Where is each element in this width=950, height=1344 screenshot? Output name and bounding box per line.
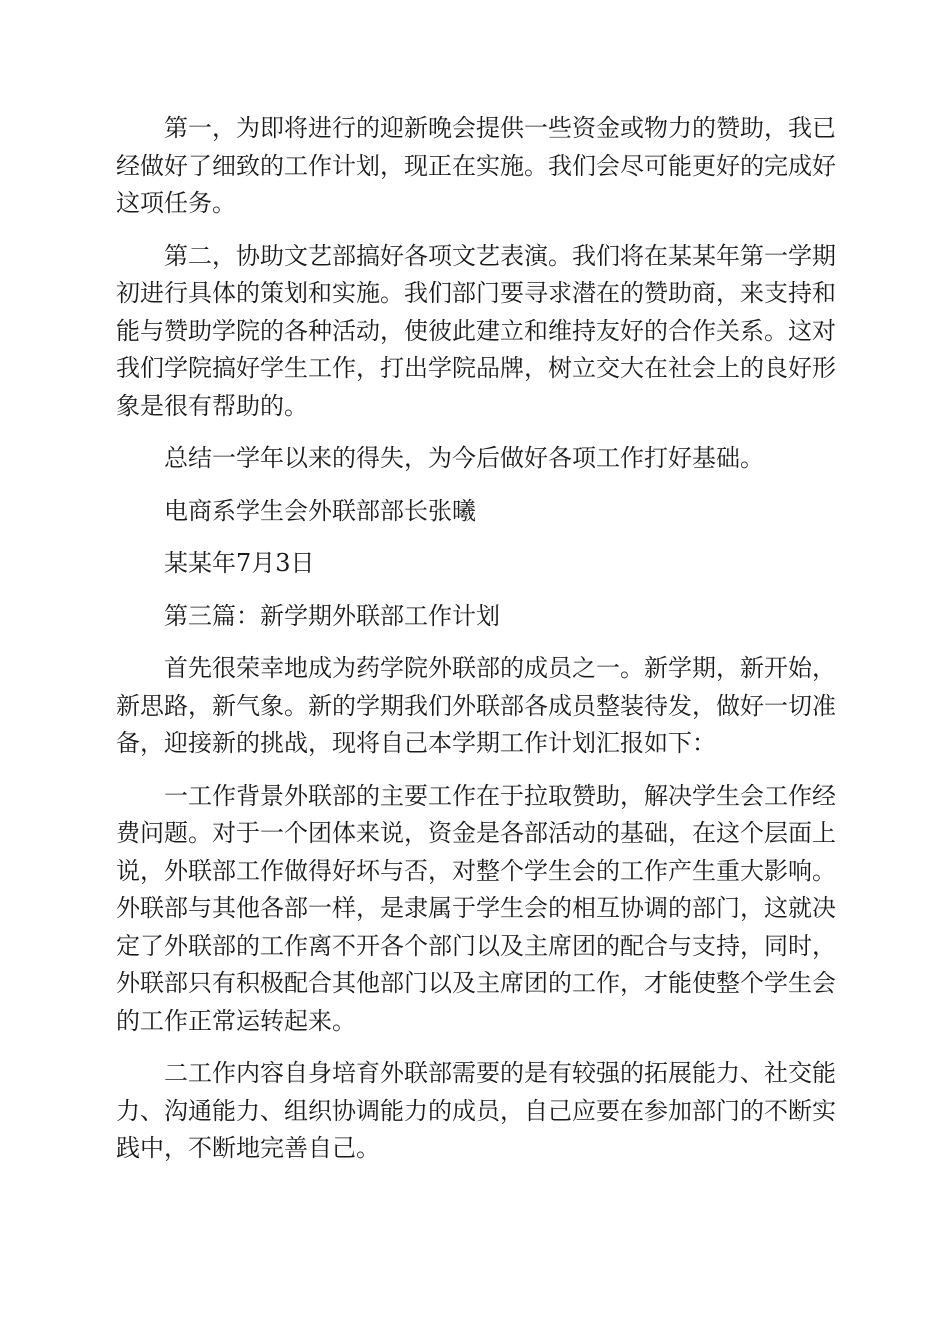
paragraph-signature: 电商系学生会外联部部长张曦 <box>164 496 476 525</box>
paragraph-summary: 总结一学年以来的得失，为今后做好各项工作打好基础。 <box>164 444 764 472</box>
paragraph-sponsorship: 第一，为即将进行的迎新晚会提供一些资金或物力的赞助，我已经做好了细致的工作计划，现正在实施。我们会尽可能更好的完成好这项任务。 <box>116 114 836 217</box>
paragraph-content: 二工作内容自身培育外联部需要的是有较强的拓展能力、社交能力、沟通能力、组织协调能力的成员，自己应要在参加部门的不断实践中，不断地完善自己。 <box>116 1059 836 1162</box>
paragraph-date: 某某年7月3日 <box>164 549 315 577</box>
paragraph-performance: 第二，协助文艺部搞好各项文艺表演。我们将在某某年第一学期初进行具体的策划和实施。我们部门要寻求潜在的赞助商，来支持和能与赞助学院的各种活动，使彼此建立和维持友好的合作关系。这对我们学院搞好学生工作，打出学院品牌，树立交大在社会上的良好形象是很有帮助的。 <box>116 241 836 420</box>
section-heading: 第三篇：新学期外联部工作计划 <box>164 601 500 630</box>
paragraph-background: 一工作背景外联部的主要工作在于拉取赞助，解决学生会工作经费问题。对于一个团体来说，资金是各部活动的基础，在这个层面上说，外联部工作做得好坏与否，对整个学生会的工作产生重大影响。外联部与其他各部一样，是隶属于学生会的相互协调的部门，这就决定了外联部的工作离不开各个部门以及主席团的配合与支持，同时，外联部只有积极配合其他部门以及主席团的工作，才能使整个学生会的工作正常运转起来。 <box>116 781 836 1035</box>
paragraph-intro: 首先很荣幸地成为药学院外联部的成员之一。新学期，新开始，新思路，新气象。新的学期我们外联部各成员整装待发，做好一切准备，迎接新的挑战，现将自己本学期工作计划汇报如下： <box>116 654 836 757</box>
document-page <box>116 110 836 1183</box>
